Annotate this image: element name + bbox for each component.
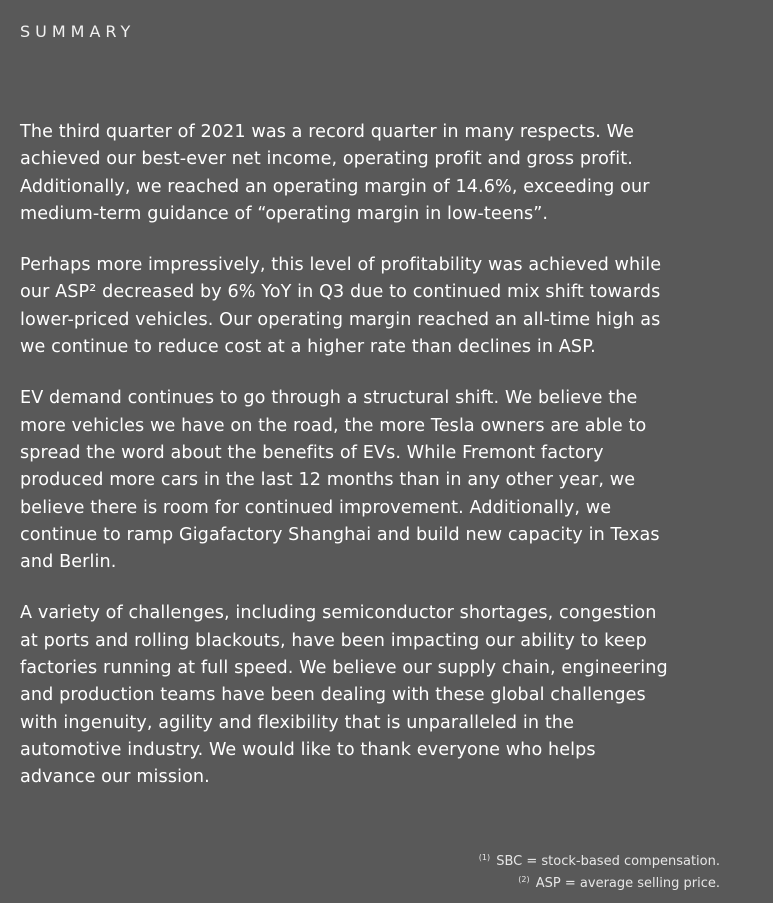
text-line: medium-term guidance of “operating margin in low-teens”. — [20, 203, 549, 224]
text-line: Perhaps more impressively, this level of profitability was achieved while — [20, 255, 662, 276]
footnote-marker: (2) — [518, 875, 530, 884]
footnote-sbc — [479, 849, 720, 871]
text-line: A variety of challenges, including semiconductor shortages, congestion — [20, 603, 657, 624]
paragraph-record-quarter — [20, 119, 765, 228]
footnote-marker: (1) — [478, 853, 491, 862]
footnote-asp — [479, 871, 720, 893]
text-line: at ports and rolling blackouts, have been impacting our ability to keep — [20, 630, 647, 651]
text-line: Additionally, we reached an operating margin of 14.6%, exceeding our — [20, 176, 650, 197]
text-line: The third quarter of 2021 was a record quarter in many respects. We — [20, 122, 635, 142]
text-line: advance our mission. — [20, 767, 210, 788]
text-line: continue to ramp Gigafactory Shanghai and build new capacity in Texas — [20, 524, 660, 545]
summary-body — [20, 119, 765, 816]
text-line: EV demand continues to go through a structural shift. We believe the — [20, 388, 638, 409]
text-line: we continue to reduce cost at a higher rate than declines in ASP. — [20, 337, 596, 358]
text-line: with ingenuity, agility and flexibility that is unparalleled in the — [20, 712, 574, 733]
text-line: factories running at full speed. We believe our supply chain, engineering — [20, 658, 668, 679]
text-line: and Berlin. — [20, 552, 117, 573]
paragraph-profitability — [20, 252, 765, 361]
paragraph-challenges — [20, 600, 765, 791]
paragraph-ev-demand — [20, 385, 765, 576]
footnote-text: SBC = stock-based compensation. — [496, 854, 720, 869]
text-line: and production teams have been dealing with these global challenges — [20, 685, 646, 706]
text-line: achieved our best-ever net income, operating profit and gross profit. — [20, 149, 633, 170]
footnotes — [479, 849, 720, 893]
text-line: believe there is room for continued improvement. Additionally, we — [20, 497, 612, 518]
section-heading: SUMMARY — [20, 22, 136, 41]
text-line: more vehicles we have on the road, the more Tesla owners are able to — [20, 415, 647, 436]
text-line: our ASP² decreased by 6% YoY in Q3 due to continued mix shift towards — [20, 282, 661, 303]
text-line: produced more cars in the last 12 months than in any other year, we — [20, 470, 636, 491]
text-line: automotive industry. We would like to thank everyone who helps — [20, 739, 596, 760]
footnote-text: ASP = average selling price. — [535, 876, 720, 891]
text-line: spread the word about the benefits of EVs. While Fremont factory — [20, 442, 604, 463]
text-line: lower-priced vehicles. Our operating margin reached an all-time high as — [20, 309, 661, 330]
